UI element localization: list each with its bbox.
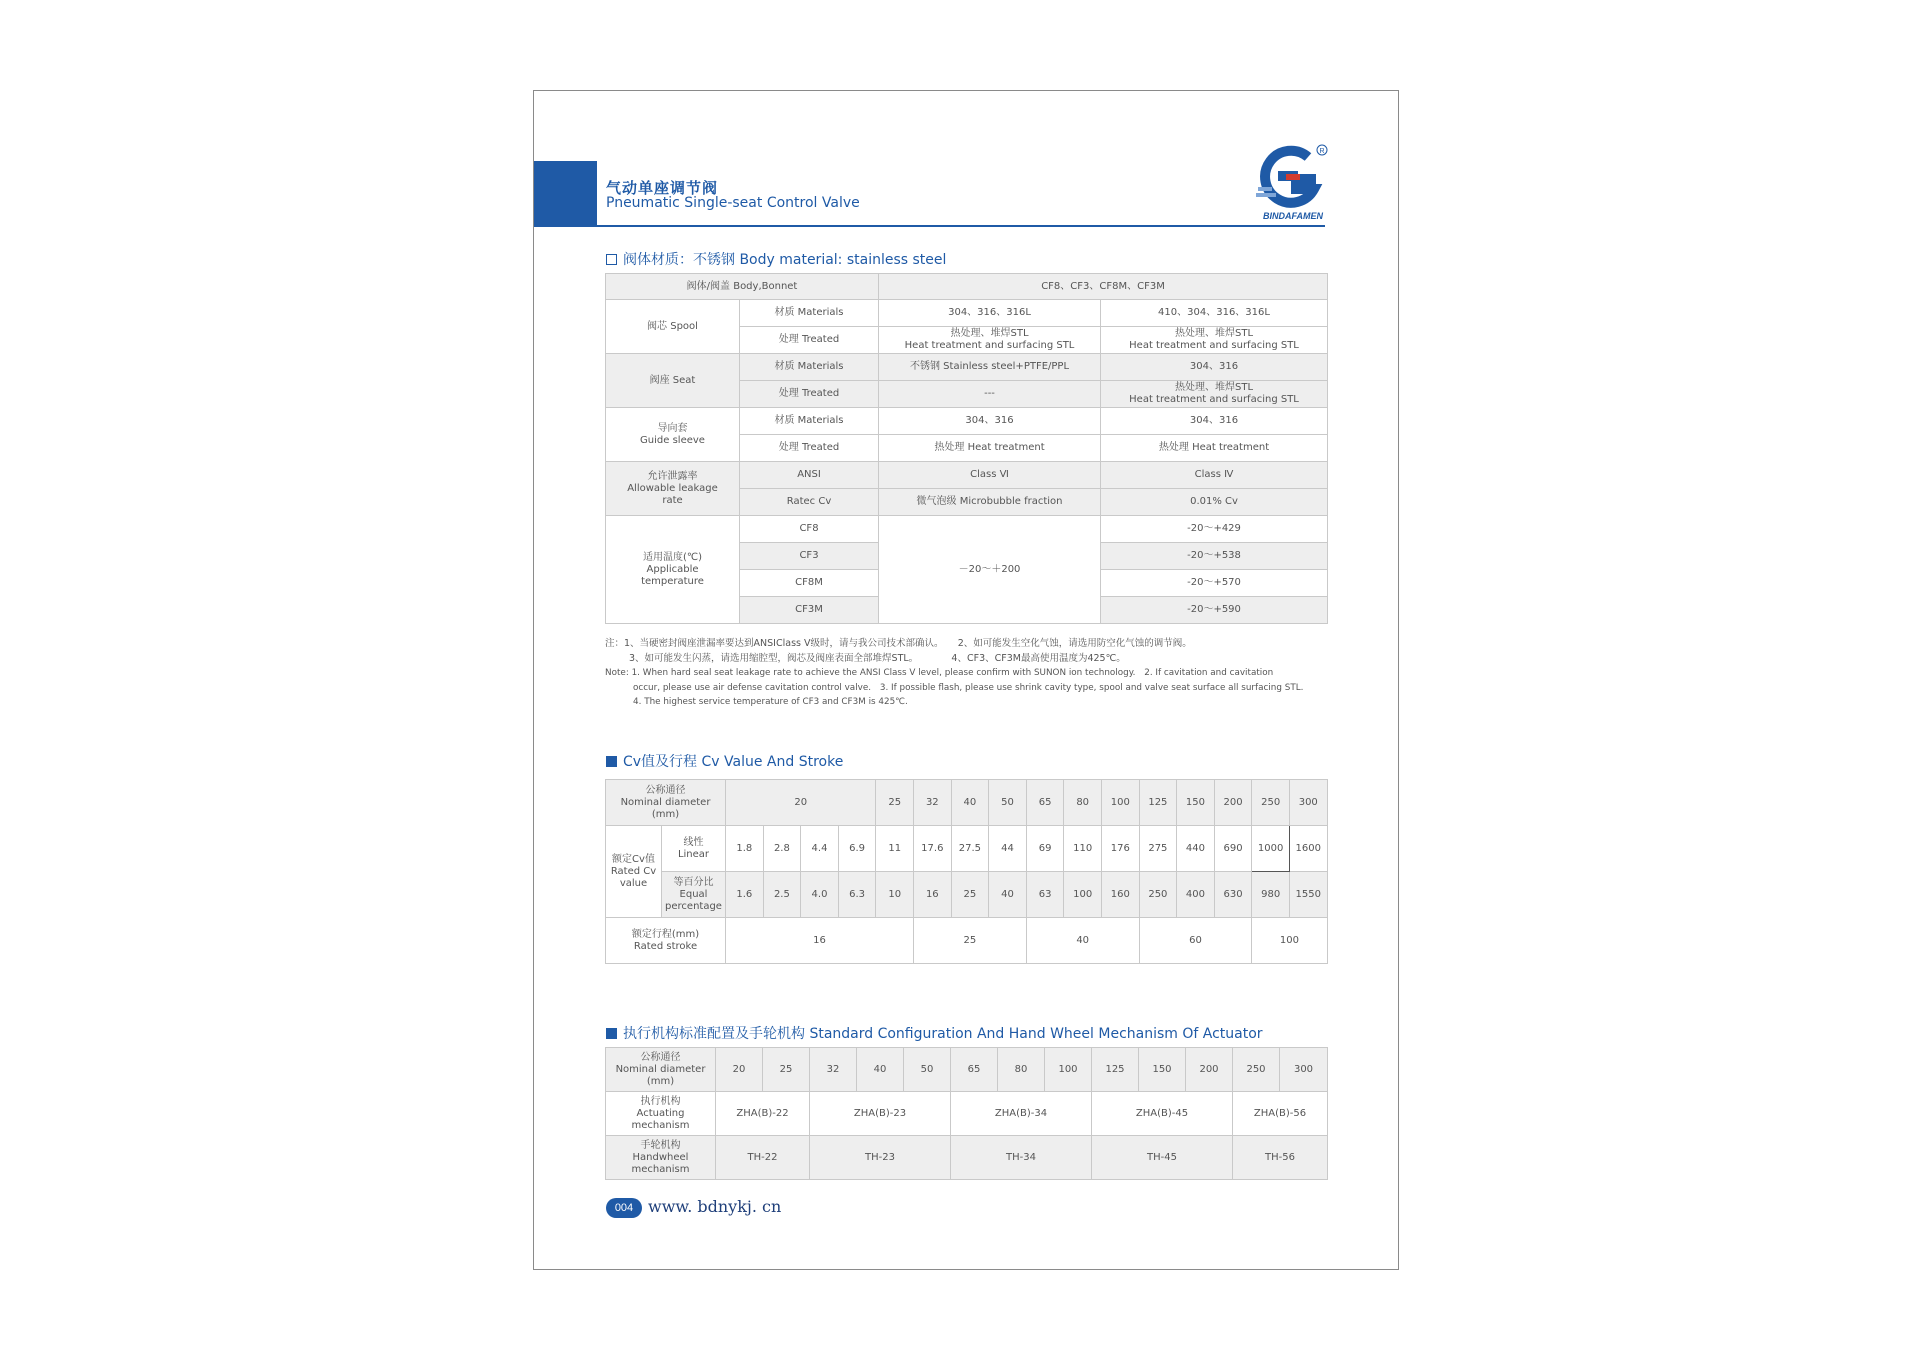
- text-line: Allowable leakage: [627, 482, 718, 494]
- cell-guide-mat-label: 材质 Materials: [740, 408, 879, 435]
- cell-spool-tr-b: [1101, 327, 1328, 354]
- page-title-en: Pneumatic Single-seat Control Valve: [606, 195, 860, 211]
- cell-hw-value: TH-34: [951, 1136, 1092, 1180]
- text-line: Rated stroke: [633, 940, 698, 952]
- cell-nd-value: 32: [914, 780, 952, 826]
- cell-linear-value: 1.8: [726, 826, 764, 872]
- cell-cv-label: [606, 826, 662, 918]
- cell-eq-value: 100: [1064, 872, 1102, 918]
- cell-nd-value: 100: [1101, 780, 1139, 826]
- page-number-badge: 004: [606, 1198, 642, 1218]
- cell-leak-ansi-b: Class Ⅳ: [1101, 462, 1328, 489]
- cell-nd-value: 65: [951, 1048, 998, 1092]
- note-cn-line: 注：1、当硬密封阀座泄漏率要达到ANSIClass Ⅴ级时，请与我公司技术部确认。 2、如可能发生空化气蚀，请选用防空化气蚀的调节阀。: [605, 638, 1192, 649]
- cell-eq-value: 980: [1252, 872, 1290, 918]
- cell-spool-mat-b: 410、304、316、316L: [1101, 300, 1328, 327]
- cell-body-label: 阀体/阀盖 Body,Bonnet: [606, 274, 879, 300]
- cell-stroke-value: 100: [1252, 918, 1327, 964]
- text-line: 公称通径: [645, 784, 686, 796]
- cell-nd-value: 150: [1139, 1048, 1186, 1092]
- cell-nd-value: 300: [1289, 780, 1327, 826]
- cell-nd-value: 250: [1252, 780, 1290, 826]
- cell-nd-value: 40: [951, 780, 989, 826]
- section-heading-body-material: [606, 249, 946, 269]
- text-line: Rated Cv: [610, 865, 657, 877]
- logo-wordmark: BINDAFAMEN: [1263, 211, 1323, 221]
- cell-stroke-value: 60: [1139, 918, 1252, 964]
- section-heading-text: 执行机构标准配置及手轮机构 Standard Configuration And Hand Wheel Mechanism Of Actuator: [623, 1026, 1263, 1042]
- cell-nd-value: 150: [1177, 780, 1215, 826]
- cell-linear-label: [662, 826, 726, 872]
- cell-hw-value: TH-23: [810, 1136, 951, 1180]
- cell-temp-a: －20～＋200: [879, 516, 1101, 624]
- cv-stroke-table: [605, 779, 1328, 964]
- cell-stroke-label: [606, 918, 726, 964]
- cell-guide-tr-a: 热处理 Heat treatment: [879, 435, 1101, 462]
- text-line: 手轮机构: [640, 1139, 681, 1151]
- cell-leak-cv-b: 0.01% Cv: [1101, 489, 1328, 516]
- material-table: [605, 273, 1328, 624]
- cell-leak-ansi: ANSI: [740, 462, 879, 489]
- cell-act-value: ZHA(B)-23: [810, 1092, 951, 1136]
- note-en-line: Note: 1. When hard seal seat leakage rate to achieve the ANSI Class Ⅴ level, please confirm with SUNON ion technology. 2. If cavitation and cavitation: [605, 668, 1274, 678]
- cell-eq-value: 400: [1177, 872, 1215, 918]
- cell-guide-mat-a: 304、316: [879, 408, 1101, 435]
- cell-linear-value: 2.8: [763, 826, 801, 872]
- cell-nd-value: 32: [810, 1048, 857, 1092]
- cell-eq-value: 1.6: [726, 872, 764, 918]
- cell-eq-value: 1550: [1289, 872, 1327, 918]
- cell-spool-mat-label: 材质 Materials: [740, 300, 879, 327]
- cell-eq-value: 160: [1101, 872, 1139, 918]
- cell-eq-value: 10: [876, 872, 914, 918]
- cell-temp-mat: CF3M: [740, 597, 879, 624]
- cell-linear-value: 176: [1101, 826, 1139, 872]
- cell-nd-value: 200: [1214, 780, 1252, 826]
- cell-linear-value: 17.6: [914, 826, 952, 872]
- cell-seat-tr-label: 处理 Treated: [740, 381, 879, 408]
- cell-nd-value: 25: [876, 780, 914, 826]
- cell-temp-mat: CF8M: [740, 570, 879, 597]
- cell-nd-value: 300: [1280, 1048, 1328, 1092]
- header-accent-bar: [534, 161, 597, 227]
- cell-nd-value: 50: [904, 1048, 951, 1092]
- text-line: 热处理、堆焊STL: [1175, 382, 1254, 393]
- cell-temp-mat: CF8: [740, 516, 879, 543]
- cell-stroke-value: 40: [1026, 918, 1139, 964]
- cell-seat-label: 阀座 Seat: [606, 354, 740, 408]
- note-cn-line: 3、如可能发生闪蒸，请选用缩腔型，阀芯及阀座表面全部堆焊STL。 4、CF3、CF3M最高使用温度为425℃。: [629, 652, 1126, 664]
- section-heading-text: Cv值及行程 Cv Value And Stroke: [623, 754, 844, 770]
- cell-linear-value: 69: [1026, 826, 1064, 872]
- catalog-page: [533, 90, 1399, 1270]
- text-line: Handwheel: [632, 1151, 689, 1163]
- cell-eq-value: 63: [1026, 872, 1064, 918]
- text-line: percentage: [665, 900, 722, 912]
- cell-eq-label: [662, 872, 726, 918]
- cell-leak-cv-a: 微气泡级 Microbubble fraction: [879, 489, 1101, 516]
- text-line: 允许泄露率: [647, 470, 698, 482]
- text-line: 额定Cv值: [612, 853, 655, 865]
- cell-seat-tr-b: [1101, 381, 1328, 408]
- text-line: 导向套: [657, 422, 688, 434]
- cell-seat-tr-a: ---: [879, 381, 1101, 408]
- cell-spool-mat-a: 304、316、316L: [879, 300, 1101, 327]
- cell-hw-value: TH-56: [1233, 1136, 1328, 1180]
- cell-spool-label: 阀芯 Spool: [606, 300, 740, 354]
- cell-linear-value: 1000: [1252, 826, 1290, 872]
- cell-guide-tr-label: 处理 Treated: [740, 435, 879, 462]
- note-en-line: occur, please use air defense cavitation control valve. 3. If possible flash, please use shrink cavity type, spool and valve seat surface all surfacing STL.: [633, 682, 1304, 693]
- cell-nd-value: 20: [716, 1048, 763, 1092]
- solid-square-icon: [606, 1028, 617, 1039]
- cell-temp-b: -20～+570: [1101, 570, 1328, 597]
- cell-linear-value: 1600: [1289, 826, 1327, 872]
- logo-mark-icon: [1256, 143, 1330, 209]
- brand-logo: [1256, 143, 1330, 225]
- text-line: Actuating mechanism: [631, 1107, 690, 1131]
- cell-seat-mat-b: 304、316: [1101, 354, 1328, 381]
- cell-nd-value: 80: [998, 1048, 1045, 1092]
- cell-temp-b: -20～+590: [1101, 597, 1328, 624]
- cell-linear-value: 110: [1064, 826, 1102, 872]
- cell-nd-value: 200: [1186, 1048, 1233, 1092]
- cell-nd-value: 40: [857, 1048, 904, 1092]
- cell-nd-value: 100: [1045, 1048, 1092, 1092]
- cell-eq-value: 40: [989, 872, 1027, 918]
- cell-nd-value: 25: [763, 1048, 810, 1092]
- cell-linear-value: 440: [1177, 826, 1215, 872]
- cell-guide-mat-b: 304、316: [1101, 408, 1328, 435]
- cell-eq-value: 2.5: [763, 872, 801, 918]
- cell-hw-value: TH-45: [1092, 1136, 1233, 1180]
- text-line: 热处理、堆焊STL: [1175, 328, 1254, 339]
- cell-guide-label: [606, 408, 740, 462]
- cell-nd-label: [606, 780, 726, 826]
- solid-square-icon: [606, 756, 617, 767]
- cell-temp-b: -20～+538: [1101, 543, 1328, 570]
- cell-guide-tr-b: 热处理 Heat treatment: [1101, 435, 1328, 462]
- cell-leak-cv: Ratec Cv: [740, 489, 879, 516]
- section-heading-cv: [606, 751, 843, 771]
- cell-spool-tr-a: [879, 327, 1101, 354]
- hollow-square-icon: [606, 254, 617, 265]
- cell-act-value: ZHA(B)-22: [716, 1092, 810, 1136]
- cell-linear-value: 6.9: [838, 826, 876, 872]
- text-line: value: [619, 877, 648, 889]
- text-line: 热处理、堆焊STL: [950, 328, 1029, 339]
- cell-nd-value: 80: [1064, 780, 1102, 826]
- cell-eq-value: 630: [1214, 872, 1252, 918]
- cell-stroke-value: 16: [726, 918, 914, 964]
- text-line: Heat treatment and surfacing STL: [1129, 340, 1299, 351]
- text-line: 执行机构: [640, 1095, 681, 1107]
- text-line: 额定行程(mm): [631, 928, 700, 940]
- cell-hw-label: [606, 1136, 716, 1180]
- cell-seat-mat-label: 材质 Materials: [740, 354, 879, 381]
- text-line: Applicable: [646, 563, 699, 575]
- cell-nd-value: 125: [1139, 780, 1177, 826]
- cell-leak-ansi-a: Class Ⅵ: [879, 462, 1101, 489]
- cell-linear-value: 44: [989, 826, 1027, 872]
- cell-act-value: ZHA(B)-45: [1092, 1092, 1233, 1136]
- cell-temp-mat: CF3: [740, 543, 879, 570]
- cell-linear-value: 275: [1139, 826, 1177, 872]
- cell-leak-label: [606, 462, 740, 516]
- cell-linear-value: 27.5: [951, 826, 989, 872]
- text-line: Equal: [679, 888, 708, 900]
- text-line: Heat treatment and surfacing STL: [1129, 394, 1299, 405]
- text-line: Linear: [677, 848, 710, 860]
- text-line: 等百分比: [673, 876, 714, 888]
- section-heading-text: 阀体材质：不锈钢 Body material: stainless steel: [623, 252, 947, 268]
- cell-linear-value: 4.4: [801, 826, 839, 872]
- cell-temp-b: -20～+429: [1101, 516, 1328, 543]
- page-footer: [606, 1197, 781, 1218]
- cell-temp-label: [606, 516, 740, 624]
- text-line: Guide sleeve: [640, 434, 705, 446]
- text-line: Nominal diameter: [615, 1063, 706, 1075]
- cell-stroke-value: 25: [914, 918, 1027, 964]
- cell-eq-value: 6.3: [838, 872, 876, 918]
- cell-act-value: ZHA(B)-34: [951, 1092, 1092, 1136]
- cell-nd-value: 50: [989, 780, 1027, 826]
- text-line: temperature: [641, 575, 704, 587]
- cell-linear-value: 11: [876, 826, 914, 872]
- text-line: Nominal diameter: [620, 796, 711, 808]
- cell-act-value: ZHA(B)-56: [1233, 1092, 1328, 1136]
- cell-hw-value: TH-22: [716, 1136, 810, 1180]
- cell-body-value: CF8、CF3、CF8M、CF3M: [879, 274, 1328, 300]
- cell-nd-value: 125: [1092, 1048, 1139, 1092]
- text-line: (mm): [646, 1075, 675, 1087]
- note-en-line: 4. The highest service temperature of CF3 and CF3M is 425℃.: [633, 697, 908, 707]
- header-divider: [597, 225, 1325, 227]
- footer-url[interactable]: www. bdnykj. cn: [648, 1197, 782, 1216]
- cell-seat-mat-a: 不锈钢 Stainless steel+PTFE/PPL: [879, 354, 1101, 381]
- cell-nd-label: [606, 1048, 716, 1092]
- cell-nd-value: 250: [1233, 1048, 1280, 1092]
- text-line: 线性: [683, 836, 704, 848]
- cell-linear-value: 690: [1214, 826, 1252, 872]
- text-line: 公称通径: [640, 1051, 681, 1063]
- text-line: 适用温度(℃): [642, 551, 703, 563]
- notes-block: [605, 637, 1327, 710]
- cell-act-label: [606, 1092, 716, 1136]
- cell-eq-value: 4.0: [801, 872, 839, 918]
- cell-eq-value: 16: [914, 872, 952, 918]
- actuator-table: [605, 1047, 1328, 1180]
- text-line: Heat treatment and surfacing STL: [904, 340, 1075, 351]
- section-heading-actuator: [606, 1023, 1263, 1043]
- cell-eq-value: 25: [951, 872, 989, 918]
- page-title-cn: 气动单座调节阀: [606, 179, 719, 197]
- cell-spool-tr-label: 处理 Treated: [740, 327, 879, 354]
- text-line: mechanism: [631, 1163, 690, 1175]
- cell-eq-value: 250: [1139, 872, 1177, 918]
- cell-nd-value: 65: [1026, 780, 1064, 826]
- text-line: rate: [662, 494, 683, 506]
- text-line: (mm): [651, 808, 680, 820]
- cell-nd-value: 20: [726, 780, 876, 826]
- svg-text:R: R: [1319, 148, 1325, 155]
